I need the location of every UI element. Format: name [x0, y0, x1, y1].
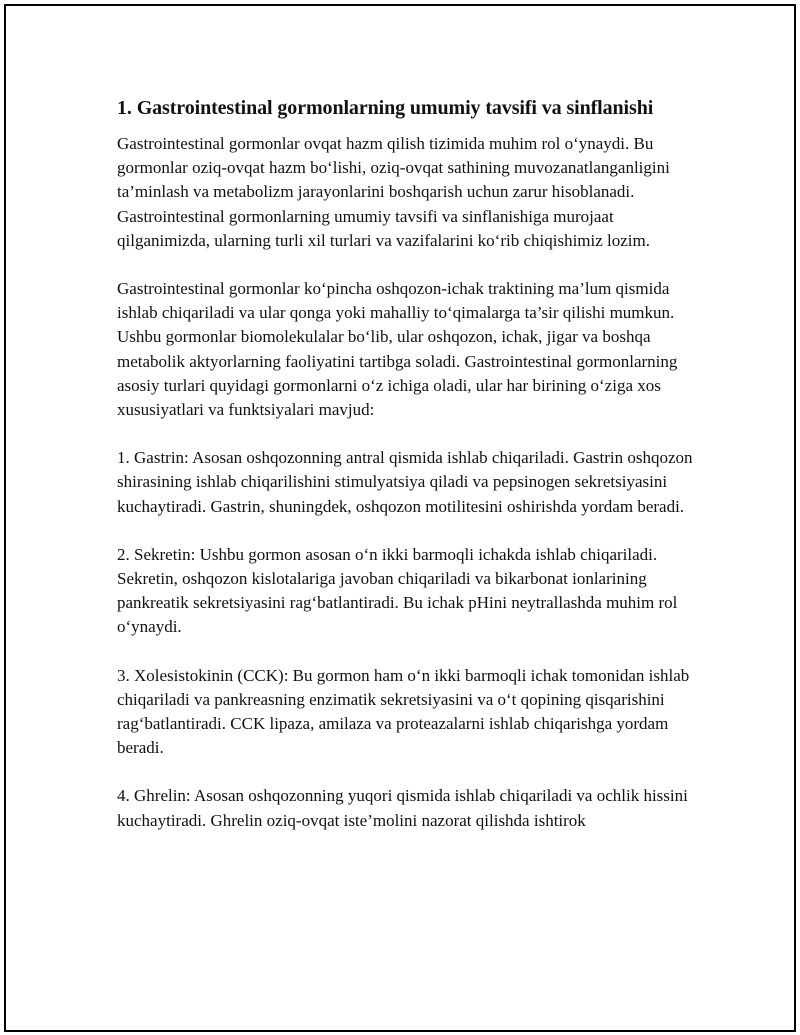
paragraph-intro: Gastrointestinal gormonlar ovqat hazm qilish tizimida muhim rol o‘ynaydi. Bu gormonlar oziq-ovqat hazm bo‘lishi, oziq-ovqat sathining muvozanatlanganligini ta’minlash va metabolizm jarayonlarini boshqarish uchun zarur hisoblanadi. Gastrointestinal gormonlarning umumiy tavsifi va sinflanishiga murojaat qilganimizda, ularning turli xil turlari va vazifalarini ko‘rib chiqishimiz lozim. [117, 134, 670, 250]
list-item-sekretin: 2. Sekretin: Ushbu gormon asosan o‘n ikki barmoqli ichakda ishlab chiqariladi. Sekretin, oshqozon kislotalariga javoban chiqariladi va bikarbonat ionlarining pankreatik sekretsiyasini rag‘batlantiradi. Bu ichak pHini neytrallashda muhim rol o‘ynaydi. [117, 544, 678, 637]
section-heading: 1. Gastrointestinal gormonlarning umumiy tavsifi va sinflanishi [117, 97, 654, 119]
paragraph-overview: Gastrointestinal gormonlar ko‘pincha oshqozon-ichak traktining ma’lum qismida ishlab chiqariladi va ular qonga yoki mahalliy to‘qimalarga ta’sir qilishi mumkun. Ushbu gormonlar biomolekulalar bo‘lib, ular oshqozon, ichak, jigar va boshqa metabolik aktyorlarning faoliyatini tartibga soladi. Gastrointestinal gormonlarning asosiy turlari quyidagi gormonlarni o‘z ichiga oladi, ular har birining o‘ziga xos xususiyatlari va funktsiyalari mavjud: [117, 279, 678, 420]
list-item-gastrin: 1. Gastrin: Asosan oshqozonning antral qismida ishlab chiqariladi. Gastrin oshqozon shirasining ishlab chiqarilishini stimulyatsiya qiladi va pepsinogen sekretsiyasini kuchaytiradi. Gastrin, shuningdek, oshqozon motilitesini oshirishda yordam beradi. [117, 448, 693, 516]
document-body [117, 95, 697, 857]
list-item-ghrelin: 4. Ghrelin: Asosan oshqozonning yuqori qismida ishlab chiqariladi va ochlik hissini kuchaytiradi. Ghrelin oziq-ovqat iste’molini nazorat qilishda ishtirok [117, 786, 688, 830]
list-item-xolesistokinin: 3. Xolesistokinin (CCK): Bu gormon ham o‘n ikki barmoqli ichak tomonidan ishlab chiqariladi va pankreasning enzimatik sekretsiyasini va o‘t qopining qisqarishini rag‘batlantiradi. CCK lipaza, amilaza va proteazalarni ishlab chiqarishga yordam beradi. [117, 665, 690, 758]
